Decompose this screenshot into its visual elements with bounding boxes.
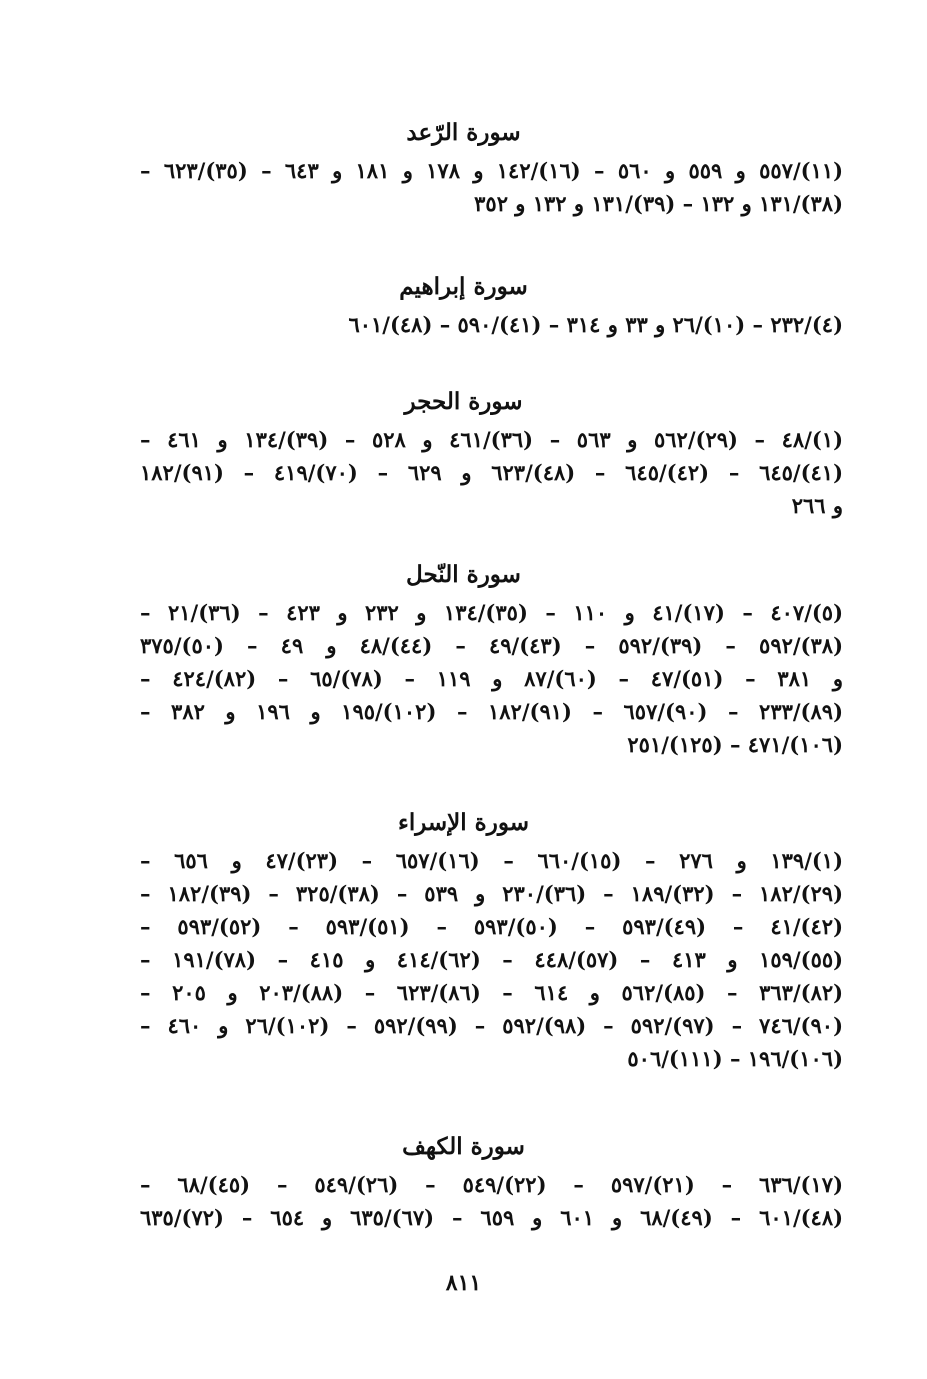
section-body [0,1168,927,1234]
section-ar-rad [0,118,927,220]
section-line: و ٣٨١ – (٥١)/٤٧ – (٦٠)/٨٧ و ١١٩ – (٧٨)/٦٥ – (٨٢)/٤٢٤ – [140,666,844,691]
section-line: (٢٩)/١٨٢ – (٣٢)/١٨٩ – (٣٦)/٢٣٠ و ٥٣٩ – (٣٨)/٣٢٥ – (٣٩)/١٨٢ – [140,881,843,906]
section-line: (٤١)/٦٤٥ – (٤٢)/٦٤٥ – (٤٨)/٦٢٣ و ٦٢٩ – (٧٠)/٤١٩ – (٩١)/١٨٢ [140,460,844,485]
section-line: (٨٢)/٣٦٣ – (٨٥)/٥٦٢ و ٦١٤ – (٨٦)/٦٢٣ – (٨٨)/٢٠٣ و ٢٠٥ – [140,980,844,1005]
section-an-nahl [0,560,927,761]
section-line: (١٠٦)/١٩٦ – (١١١)/٥٠٦ [627,1046,843,1071]
section-line: (٤٢)/٤١ – (٤٩)/٥٩٣ – (٥٠)/٥٩٣ – (٥١)/٥٩٣ – (٥٢)/٥٩٣ – [140,914,843,939]
section-line: (٩٠)/٧٤٦ – (٩٧)/٥٩٢ – (٩٨)/٥٩٢ – (٩٩)/٥٩٢ – (١٠٢)/٢٦ و ٤٦٠ – [140,1013,843,1038]
section-title: سورة إبراهيم [399,273,528,300]
section-line: (٨٩)/٢٣٣ – (٩٠)/٦٥٧ – (٩١)/١٨٢ – (١٠٢)/١٩٥ و ١٩٦ و ٣٨٢ – [140,699,843,724]
section-line: (١٧)/٦٣٦ – (٢١)/٥٩٧ – (٢٢)/٥٤٩ – (٢٦)/٥٤٩ – (٤٥)/٦٨ – [140,1172,843,1197]
section-title: سورة الكهف [402,1133,525,1160]
section-line: (٥٥)/١٥٩ و ٤١٣ – (٥٧)/٤٤٨ – (٦٢)/٤١٤ و ٤١٥ – (٧٨)/١٩١ – [140,947,844,972]
section-title: سورة الحجر [404,388,523,415]
section-line: و ٢٦٦ [791,493,843,518]
section-ibrahim [0,272,927,341]
section-line: (٤٨)/٦٠١ – (٤٩)/٦٨ و ٦٠١ و ٦٥٩ – (٦٧)/٦٣٥ و ٦٥٤ – (٧٢)/٦٣٥ [140,1205,844,1230]
section-body [0,844,927,1075]
section-line: (٤)/٢٣٢ – (١٠)/٢٦ و ٣٣ و ٣١٤ – (٤١)/٥٩٠ – (٤٨)/٦٠١ [348,312,843,337]
section-line: (٥)/٤٠٧ – (١٧)/٤١ و ١١٠ – (٣٥)/١٣٤ و ٢٣٢ و ٤٢٣ – (٣٦)/٢١ – [140,600,844,625]
section-al-isra [0,808,927,1075]
section-title: سورة الإسراء [398,809,529,836]
section-body [0,596,927,761]
section-al-kahf [0,1132,927,1234]
section-line: (١١)/٥٥٧ و ٥٥٩ و ٥٦٠ – (١٦)/١٤٢ و ١٧٨ و ١٨١ و ٦٤٣ – (٣٥)/٦٢٣ – [140,158,844,183]
section-body [0,308,927,341]
section-title: سورة الرّعد [406,119,521,146]
page-number: ٨١١ [445,1270,482,1296]
section-line: (١)/١٣٩ و ٢٧٦ – (١٥)/٦٦٠ – (١٦)/٦٥٧ – (٢٣)/٤٧ و ٦٥٦ – [140,848,844,873]
section-title: سورة النّحل [406,561,521,588]
section-line: (١)/٤٨ – (٢٩)/٥٦٢ و ٥٦٣ – (٣٦)/٤٦١ و ٥٢٨ – (٣٩)/١٣٤ و ٤٦١ – [140,427,844,452]
section-line: (٣٨)/١٣١ و ١٣٢ – (٣٩)/١٣١ و ١٣٢ و ٣٥٢ [474,191,843,216]
section-al-hijr [0,387,927,522]
section-line: (١٠٦)/٤٧١ – (١٢٥)/٢٥١ [627,732,843,757]
section-line: (٣٨)/٥٩٢ – (٣٩)/٥٩٢ – (٤٣)/٤٩ – (٤٤)/٤٨ و ٤٩ – (٥٠)/٣٧٥ [140,633,843,658]
section-body [0,154,927,220]
section-body [0,423,927,522]
